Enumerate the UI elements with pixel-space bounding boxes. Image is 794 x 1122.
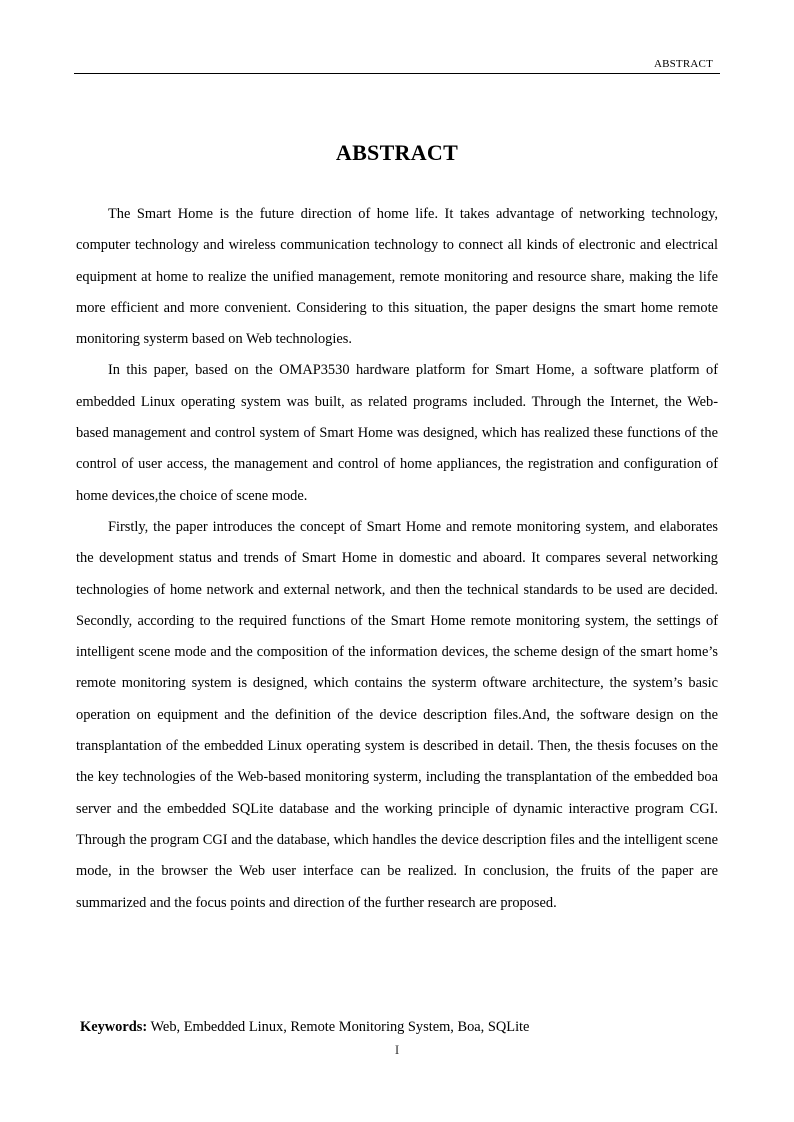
- abstract-paragraph-3: Firstly, the paper introduces the concept of Smart Home and remote monitoring system, and elaborates the development status and trends of Smart Home in domestic and aboard. It compares several networking technologies of home network and external network, and then the technical standards to be used are decided. Secondly, according to the required functions of the Smart Home remote monitoring system, the settings of intelligent scene mode and the composition of the information devices, the scheme design of the smart home’s remote monitoring system is designed, which contains the systerm oftware architecture, the system’s basic operation on equipment and the definition of the device description files.And, the software design on the transplantation of the embedded Linux operating system is described in detail. Then, the thesis focuses on the the key technologies of the Web-based monitoring systerm, including the transplantation of the embedded boa server and the embedded SQLite database and the working principle of dynamic interactive program CGI. Through the program CGI and the database, which handles the device description files and the intelligent scene mode, in the browser the Web user interface can be realized. In conclusion, the fruits of the paper are summarized and the focus points and direction of the further research are proposed.: [76, 518, 718, 911]
- keywords-label: Keywords:: [80, 1019, 148, 1035]
- header-rule: [74, 73, 720, 74]
- abstract-body: [76, 199, 718, 919]
- running-head: ABSTRACT: [653, 58, 713, 70]
- keywords-value: Web, Embedded Linux, Remote Monitoring System, Boa, SQLite: [150, 1019, 530, 1035]
- abstract-paragraph-2: In this paper, based on the OMAP3530 hardware platform for Smart Home, a software platform of embedded Linux operating system was built, as related programs included. Through the Internet, the Web-based management and control system of Smart Home was designed, which has realized these functions of the control of user access, the management and control of home appliances, the registration and configuration of home devices,the choice of scene mode.: [76, 362, 718, 504]
- keywords-line: [80, 1017, 720, 1037]
- page-number: I: [394, 1042, 400, 1057]
- abstract-paragraph-1: The Smart Home is the future direction of home life. It takes advantage of networking technology, computer technology and wireless communication technology to connect all kinds of electronic and electrical equipment at home to realize the unified management, remote monitoring and resource share, making the life more efficient and more convenient. Considering to this situation, the paper designs the smart home remote monitoring systerm based on Web technologies.: [76, 206, 718, 348]
- page-title: ABSTRACT: [335, 140, 459, 165]
